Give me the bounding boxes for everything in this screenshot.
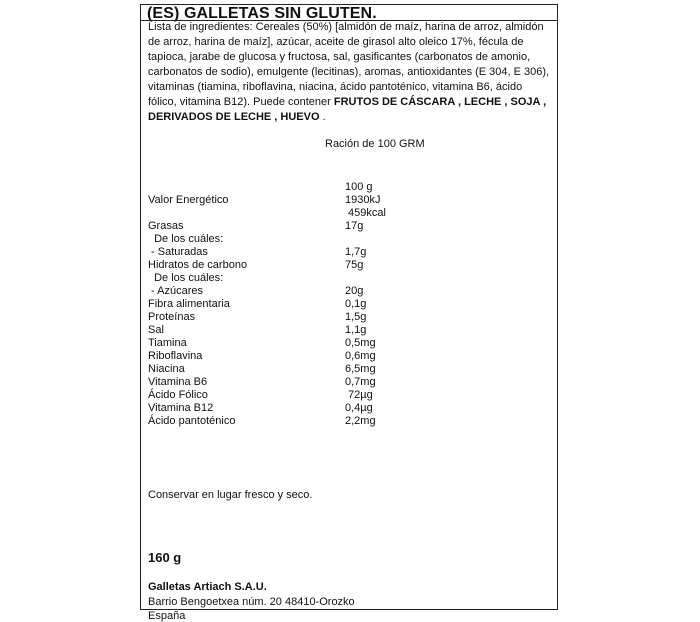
nutrient-name: Vitamina B12 bbox=[148, 402, 214, 414]
nutrition-row bbox=[148, 298, 548, 311]
nutrient-value: 72µg bbox=[345, 389, 373, 401]
nutrition-row bbox=[148, 285, 548, 298]
serving-size: Ración de 100 GRM bbox=[325, 138, 425, 150]
nutrient-name: Grasas bbox=[148, 220, 184, 232]
nutrient-value: 1,5g bbox=[345, 311, 367, 323]
nutrient-name: Valor Energético bbox=[148, 194, 229, 206]
company-name: Galletas Artiach S.A.U. bbox=[148, 581, 267, 593]
ingredients-list bbox=[148, 20, 552, 125]
nutrient-name: Proteínas bbox=[148, 311, 196, 323]
nutrition-row bbox=[148, 376, 548, 389]
allergens-text: FRUTOS DE CÁSCARA , LECHE , SOJA , DERIVADOS DE LECHE , HUEVO bbox=[148, 96, 547, 123]
nutrition-row bbox=[148, 220, 548, 233]
nutrient-value: 17g bbox=[345, 220, 364, 232]
nutrition-label bbox=[140, 4, 558, 622]
nutrient-name: Sal bbox=[148, 324, 164, 336]
nutrition-row bbox=[148, 402, 548, 415]
nutrition-row bbox=[148, 324, 548, 337]
nutrition-row bbox=[148, 246, 548, 259]
nutrient-value: 0,7mg bbox=[345, 376, 376, 388]
nutrient-value: 20g bbox=[345, 285, 364, 297]
nutrition-row bbox=[148, 181, 548, 194]
nutrient-name: - Azúcares bbox=[148, 285, 204, 297]
net-weight: 160 g bbox=[148, 550, 182, 565]
nutrition-row bbox=[148, 389, 548, 402]
nutrient-name: Ácido Fólico bbox=[148, 389, 208, 401]
nutrient-name: Ácido pantoténico bbox=[148, 415, 236, 427]
nutrient-value: 0,1g bbox=[345, 298, 367, 310]
nutrient-name: De los cuáles: bbox=[148, 272, 224, 284]
product-title: (ES) GALLETAS SIN GLUTEN. bbox=[147, 5, 377, 22]
nutrition-row bbox=[148, 337, 548, 350]
nutrition-row bbox=[148, 233, 548, 246]
nutrient-value: 459kcal bbox=[345, 207, 386, 219]
nutrition-row bbox=[148, 207, 548, 220]
nutrient-value: 2,2mg bbox=[345, 415, 376, 427]
nutrient-value: 0,4µg bbox=[345, 402, 373, 414]
nutrient-name: Niacina bbox=[148, 363, 185, 375]
ingredients-text: Lista de ingredientes: Cereales (50%) [almidón de maíz, harina de arroz, almidón de arroz, harina de maíz], azúcar, aceite de girasol alto oleico 17%, fécula de tapioca, jarabe de glucosa y fructosa, sal, gasificantes (carbonatos de amonio, carbonatos de sodio), emulgente (lecitinas), aromas, antioxidantes (E 304, E 306), vitaminas (tiamina, riboflavina, niacina, ácido pantoténico, vitamina B6, ácido fólico, vitamina B12). Puede contener bbox=[148, 21, 550, 108]
nutrition-row bbox=[148, 363, 548, 376]
nutrition-row bbox=[148, 272, 548, 285]
nutrient-name: Fibra alimentaria bbox=[148, 298, 230, 310]
storage-instructions: Conservar en lugar fresco y seco. bbox=[148, 489, 313, 501]
nutrient-value: 6,5mg bbox=[345, 363, 376, 375]
nutrient-value: 100 g bbox=[345, 181, 373, 193]
nutrition-row bbox=[148, 194, 548, 207]
nutrition-row bbox=[148, 415, 548, 428]
company-address: Barrio Bengoetxea núm. 20 48410-Orozko bbox=[148, 596, 355, 608]
nutrient-name: Vitamina B6 bbox=[148, 376, 208, 388]
nutrition-row bbox=[148, 311, 548, 324]
nutrient-name: Riboflavina bbox=[148, 350, 203, 362]
nutrient-name: Tiamina bbox=[148, 337, 187, 349]
company-country: España bbox=[148, 610, 186, 622]
nutrition-row bbox=[148, 259, 548, 272]
nutrient-value: 1,1g bbox=[345, 324, 367, 336]
nutrient-value: 1930kJ bbox=[345, 194, 381, 206]
nutrient-value: 0,6mg bbox=[345, 350, 376, 362]
nutrient-value: 1,7g bbox=[345, 246, 367, 258]
nutrient-name: De los cuáles: bbox=[148, 233, 224, 245]
ingredients-end: . bbox=[319, 111, 326, 123]
nutrition-row bbox=[148, 350, 548, 363]
nutrient-value: 75g bbox=[345, 259, 364, 271]
nutrient-name: - Saturadas bbox=[148, 246, 208, 258]
nutrient-value: 0,5mg bbox=[345, 337, 376, 349]
nutrient-name: Hidratos de carbono bbox=[148, 259, 248, 271]
